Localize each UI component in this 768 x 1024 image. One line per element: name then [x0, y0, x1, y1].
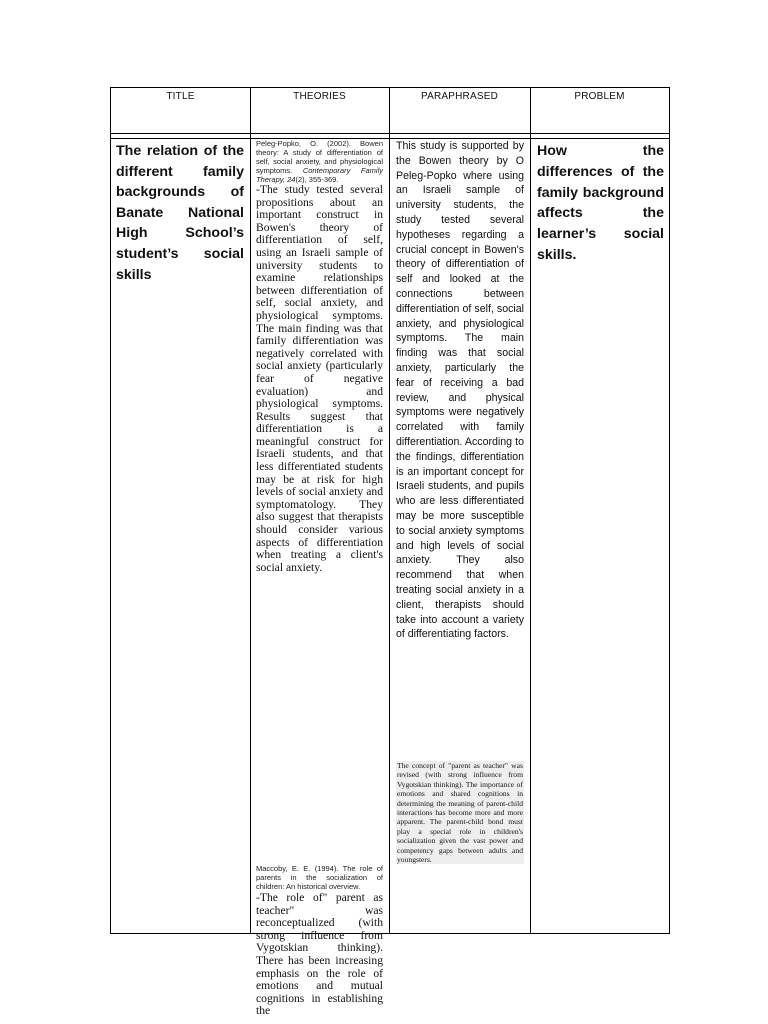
theory-1-citation-authors: Peleg-Popko, O. (2002). Bowen theory: A study of differentiation of self, social anxiety, and physiological symptoms.: [256, 139, 383, 175]
literature-matrix-table: [110, 87, 670, 1018]
problem-cell: How the differences of the family background affects the learner’s social skills.: [537, 143, 664, 263]
theories-cell: [256, 139, 383, 1018]
header-title: TITLE: [166, 91, 195, 102]
paraphrase-1: This study is supported by the Bowen theory by O Peleg-Popko where using an Israeli sample of university students, the study tested several hypotheses regarding a crucial concept in Bowen's theory of differentiation of self and looked at the connections between differentiation of self, social anxiety, and physiological symptoms. The main finding was that social anxiety, particularly the fear of receiving a bad review, and physical symptoms were negatively correlated with family differentiation. According to the findings, differentiation is an important concept for Israeli students, and pupils who are less differentiated may be more susceptible to social anxiety symptoms and high levels of social anxiety. They also recommend that when treating social anxiety in a client, therapists should take into account a variety of differentiating factors.: [396, 140, 524, 641]
theory-2-citation: Maccoby, E. E. (1994). The role of parents in the socialization of children: An historical overview.: [256, 864, 383, 891]
column-divider: [389, 88, 390, 933]
header-paraphrased: PARAPHRASED: [420, 91, 499, 102]
column-divider: [530, 88, 531, 933]
theory-1-citation-pages: (2), 355-369.: [295, 175, 339, 184]
title-cell: The relation of the different family backgrounds of Banate National High School’s student’s social skills: [116, 143, 244, 283]
theory-1-citation: [256, 139, 383, 184]
theory-1-summary: -The study tested several propositions about an important construct in Bowen's theory of differentiation of self, using an Israeli sample of university students to examine relationships between differentiation of self, social anxiety, and physiological symptoms. The main finding was that family differentiation was negatively correlated with social anxiety (particularly fear of negative evaluation) and physiological symptoms. Results suggest that differentiation is a meaningful construct for Israeli students, and that less differentiated students may be at risk for high levels of social anxiety and symptomatology. They also suggest that therapists should consider various aspects of differentiation when treating a client's social anxiety.: [256, 183, 383, 574]
theory-2-summary: -The role of" parent as teacher" was reconceptualized (with strong influence from Vygotskian thinking). There has been increasing emphasis on the role of emotions and mutual cognitions in establishing the: [256, 891, 383, 1018]
paraphrase-2: The concept of "parent as teacher" was revised (with strong influence from Vygotskian thinking). The importance of emotions and shared cognitions in determining the meaning of parent-child interactions has become more and more apparent. The parent-child bond must play a special role in children's socialization given the vast power and competency gaps between adults and youngsters.: [397, 761, 523, 865]
column-divider: [250, 88, 251, 933]
theory-1-citation-journal: Contemporary Family Therapy, 24: [256, 166, 383, 184]
header-divider: [111, 133, 669, 134]
header-problem: PROBLEM: [574, 91, 625, 102]
header-divider: [111, 138, 669, 139]
header-theories: THEORIES: [293, 91, 346, 102]
